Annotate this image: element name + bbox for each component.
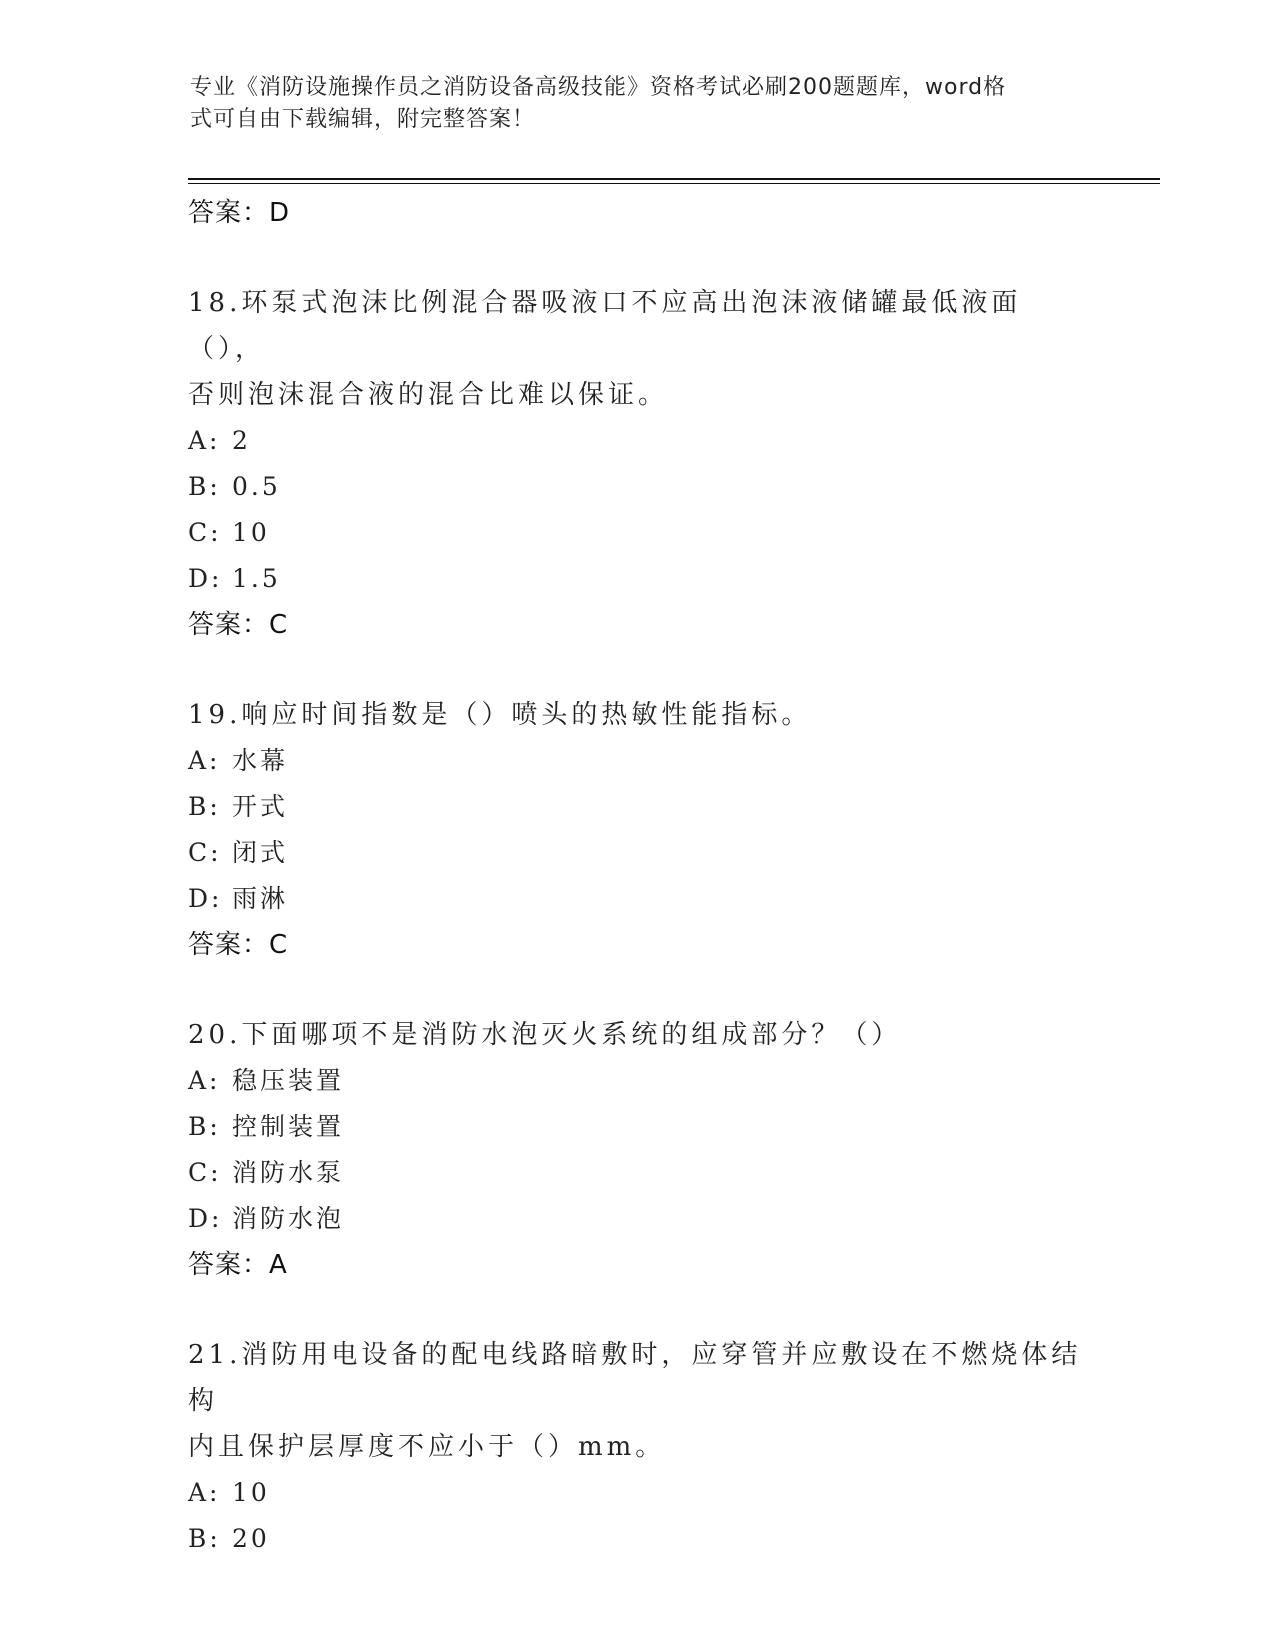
option-text: 10 <box>232 1478 270 1507</box>
question-19 <box>188 692 1088 968</box>
page-header <box>190 72 1090 136</box>
option-text: 1.5 <box>232 564 281 593</box>
option-text: 雨淋 <box>232 884 289 913</box>
answer-line: 答案：C <box>188 930 289 960</box>
option-c <box>188 1150 1088 1196</box>
option-letter: C: <box>188 1158 222 1187</box>
option-a <box>188 418 1088 464</box>
option-text: 2 <box>232 426 251 455</box>
option-b <box>188 1104 1088 1150</box>
option-text: 消防水泡 <box>232 1204 345 1233</box>
option-b <box>188 784 1088 830</box>
option-letter: A: <box>188 746 221 775</box>
question-stem-line: 19.响应时间指数是（）喷头的热敏性能指标。 <box>188 700 812 730</box>
option-text: 水幕 <box>232 746 289 775</box>
option-text: 控制装置 <box>232 1112 345 1141</box>
option-c <box>188 510 1088 556</box>
header-rule-thick <box>188 178 1160 180</box>
header-line-1: 专业《消防设施操作员之消防设备高级技能》资格考试必刷200题题库，word格 <box>190 75 1007 100</box>
question-stem-line: 内且保护层厚度不应小于（）mm。 <box>188 1432 666 1462</box>
option-letter: D: <box>188 1204 223 1233</box>
option-d <box>188 556 1088 602</box>
question-list <box>188 190 1088 1562</box>
option-text: 0.5 <box>232 472 281 501</box>
question-stem-line: 18.环泵式泡沫比例混合器吸液口不应高出泡沫液储罐最低液面（）， <box>188 288 1022 364</box>
question-stem-line: 20.下面哪项不是消防水泡灭火系统的组成部分？（） <box>188 1020 902 1050</box>
option-b <box>188 1516 1088 1562</box>
option-letter: B: <box>188 472 221 501</box>
question-21 <box>188 1332 1088 1562</box>
option-letter: C: <box>188 518 222 547</box>
option-b <box>188 464 1088 510</box>
option-letter: D: <box>188 564 223 593</box>
question-20 <box>188 1012 1088 1288</box>
question-stem-line: 否则泡沫混合液的混合比难以保证。 <box>188 380 669 410</box>
option-text: 20 <box>232 1524 270 1553</box>
option-letter: C: <box>188 838 222 867</box>
option-text: 开式 <box>232 792 289 821</box>
option-letter: D: <box>188 884 223 913</box>
option-d <box>188 876 1088 922</box>
option-d <box>188 1196 1088 1242</box>
option-c <box>188 830 1088 876</box>
option-letter: B: <box>188 1112 221 1141</box>
option-letter: B: <box>188 792 221 821</box>
option-a <box>188 1058 1088 1104</box>
option-text: 消防水泵 <box>232 1158 345 1187</box>
header-rule-thin <box>188 183 1160 184</box>
option-letter: A: <box>188 1478 221 1507</box>
option-a <box>188 1470 1088 1516</box>
answer-line: 答案：C <box>188 610 289 640</box>
option-letter: B: <box>188 1524 221 1553</box>
option-text: 10 <box>232 518 270 547</box>
option-text: 闭式 <box>232 838 289 867</box>
question-18 <box>188 280 1088 648</box>
answer-line: 答案：A <box>188 1250 288 1280</box>
option-a <box>188 738 1088 784</box>
option-text: 稳压装置 <box>232 1066 345 1095</box>
option-letter: A: <box>188 426 221 455</box>
option-letter: A: <box>188 1066 221 1095</box>
question-stem-line: 21.消防用电设备的配电线路暗敷时，应穿管并应敷设在不燃烧体结构 <box>188 1340 1082 1416</box>
header-line-2: 式可自由下载编辑，附完整答案！ <box>190 107 536 132</box>
previous-answer: 答案：D <box>188 198 291 228</box>
